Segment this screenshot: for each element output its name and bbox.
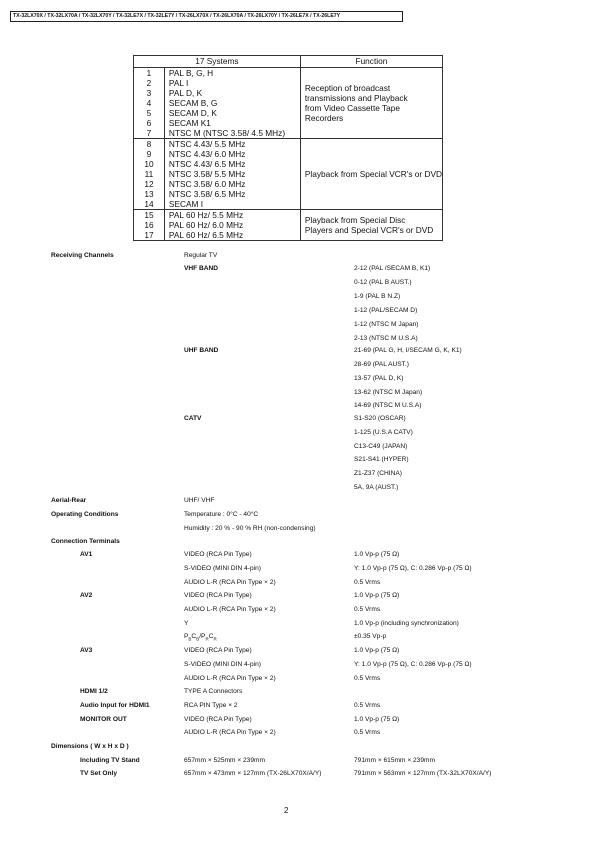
terminal-item: S-VIDEO (MINI DIN 4-pin)	[184, 565, 261, 572]
connection-terminals-label: Connection Terminals	[51, 538, 120, 545]
system-name: NTSC 4.43/ 6.0 MHz	[168, 149, 246, 159]
monitor-out-label: MONITOR OUT	[80, 716, 127, 723]
model-header: TX-32LX70X / TX-32LX70A / TX-32LX70Y / TX-32LE7X / TX-32LE7Y / TX-26LX70X / TX-26LX70A / TX-26LX70Y / TX-26LE7X / TX-26LE7Y	[10, 11, 403, 22]
system-name: SECAM D, K	[168, 108, 217, 118]
vhf-channel: 2-13 (NTSC M U.S.A)	[354, 335, 418, 342]
system-number: 10	[144, 159, 154, 169]
terminal-item: AUDIO L-R (RCA Pin Type × 2)	[184, 729, 276, 736]
system-name: NTSC 4.43/ 6.5 MHz	[168, 159, 246, 169]
system-name: SECAM B, G	[168, 98, 218, 108]
system-number: 8	[146, 139, 152, 149]
system-name: NTSC 3.58/ 6.5 MHz	[168, 189, 246, 199]
catv-channel: C13-C49 (JAPAN)	[354, 443, 408, 450]
function-description	[300, 210, 442, 241]
dimension-value: 791mm × 615mm × 239mm	[354, 757, 435, 764]
system-names	[164, 68, 300, 139]
terminal-value: 0.5 Vrms	[354, 729, 381, 736]
aerial-rear-value: UHF/ VHF	[184, 497, 215, 504]
systems-column-header: 17 Systems	[134, 56, 301, 68]
system-names	[164, 139, 300, 210]
function-line: Playback from Special Disc	[304, 215, 406, 225]
terminal-item: VIDEO (RCA Pin Type)	[184, 551, 252, 558]
system-name: PAL 60 Hz/ 6.5 MHz	[168, 230, 244, 240]
terminal-item: RCA PIN Type × 2	[184, 702, 238, 709]
system-name: NTSC 4.43/ 5.5 MHz	[168, 139, 246, 149]
catv-channel: 5A, 9A (AUST.)	[354, 484, 399, 491]
function-description	[300, 68, 442, 139]
system-name: PAL 60 Hz/ 6.0 MHz	[168, 220, 244, 230]
terminal-value: ±0.35 Vp-p	[354, 633, 387, 640]
dimension-value: 657mm × 525mm × 239mm	[184, 757, 265, 764]
terminal-item: AUDIO L-R (RCA Pin Type × 2)	[184, 675, 276, 682]
av3-label: AV3	[80, 647, 93, 654]
system-number: 3	[146, 88, 152, 98]
aerial-rear-label: Aerial-Rear	[51, 497, 87, 504]
terminal-item: VIDEO (RCA Pin Type)	[184, 592, 252, 599]
system-names	[164, 210, 300, 241]
terminal-value: 1.0 Vp-p (75 Ω)	[354, 551, 400, 558]
uhf-channel: 28-69 (PAL AUST.)	[354, 361, 409, 368]
function-line: Playback from Special VCR's or DVD	[304, 169, 442, 179]
system-name: PAL D, K	[168, 88, 203, 98]
terminal-item: AUDIO L-R (RCA Pin Type × 2)	[184, 606, 276, 613]
terminal-value: 0.5 Vrms	[354, 579, 381, 586]
system-number: 15	[144, 210, 154, 220]
system-number: 14	[144, 199, 154, 209]
vhf-channel: 1-12 (PAL/SECAM D)	[354, 307, 418, 314]
table-row	[134, 68, 443, 139]
system-name: PAL 60 Hz/ 5.5 MHz	[168, 210, 244, 220]
catv-channel: 1-125 (U.S.A CATV)	[354, 429, 413, 436]
terminal-value: 0.5 Vrms	[354, 702, 381, 709]
system-number: 11	[144, 169, 154, 179]
uhf-channel: 21-69 (PAL G, H, I/SECAM G, K, K1)	[354, 347, 462, 354]
terminal-value: 1.0 Vp-p (75 Ω)	[354, 647, 400, 654]
terminal-item: Y	[184, 620, 189, 627]
uhf-band-label: UHF BAND	[184, 347, 219, 354]
terminal-value: 1.0 Vp-p (including synchronization)	[354, 620, 459, 627]
system-name: PAL B, G, H	[168, 68, 214, 78]
system-number: 4	[146, 98, 152, 108]
av2-label: AV2	[80, 592, 93, 599]
system-number: 13	[144, 189, 154, 199]
dimension-value: 791mm × 563mm × 127mm (TX-32LX70X/A/Y)	[354, 770, 492, 777]
uhf-channel: 13-57 (PAL D, K)	[354, 375, 404, 382]
system-number: 5	[146, 108, 152, 118]
system-number: 6	[146, 118, 152, 128]
av1-label: AV1	[80, 551, 93, 558]
system-name: NTSC 3.58/ 5.5 MHz	[168, 169, 246, 179]
terminal-item: S-VIDEO (MINI DIN 4-pin)	[184, 661, 261, 668]
catv-channel: S1-S20 (OSCAR)	[354, 415, 406, 422]
function-line: Players and Special VCR's or DVD	[304, 225, 434, 235]
system-numbers	[134, 68, 165, 139]
terminal-item: AUDIO L-R (RCA Pin Type × 2)	[184, 579, 276, 586]
system-name: NTSC M (NTSC 3.58/ 4.5 MHz)	[168, 128, 286, 138]
system-number: 2	[146, 78, 152, 88]
system-number: 7	[146, 128, 152, 138]
terminal-value: Y: 1.0 Vp-p (75 Ω), C: 0.286 Vp-p (75 Ω)	[354, 565, 472, 572]
uhf-channel: 14-69 (NTSC M U.S.A)	[354, 402, 422, 409]
system-number: 9	[146, 149, 152, 159]
terminal-item: TYPE A Connectors	[184, 688, 243, 695]
dimension-value: 657mm × 473mm × 127mm (TX-26LX70X/A/Y)	[184, 770, 322, 777]
systems-table	[133, 55, 443, 241]
vhf-channel: 0-12 (PAL B AUST.)	[354, 279, 412, 286]
function-line: Reception of broadcast	[304, 83, 391, 93]
including-stand-label: Including TV Stand	[80, 757, 140, 764]
function-column-header: Function	[300, 56, 442, 68]
uhf-channel: 13-62 (NTSC M Japan)	[354, 389, 423, 396]
regular-tv-label: Regular TV	[184, 252, 218, 259]
vhf-band-label: VHF BAND	[184, 265, 219, 272]
pbcb-prcr-item: $P_BC_B/P_RC_R$	[184, 633, 217, 642]
system-numbers	[134, 210, 165, 241]
catv-channel: Z1-Z37 (CHINA)	[354, 470, 402, 477]
terminal-value: 1.0 Vp-p (75 Ω)	[354, 592, 400, 599]
vhf-channel: 2-12 (PAL /SECAM B, K1)	[354, 265, 431, 272]
function-line: transmissions and Playback	[304, 93, 408, 103]
system-name: SECAM K1	[168, 118, 211, 128]
terminal-item: VIDEO (RCA Pin Type)	[184, 647, 252, 654]
table-row	[134, 139, 443, 210]
terminal-item: VIDEO (RCA Pin Type)	[184, 716, 252, 723]
terminal-value: 1.0 Vp-p (75 Ω)	[354, 716, 400, 723]
receiving-channels-label: Receiving Channels	[51, 252, 114, 259]
function-description	[300, 139, 442, 210]
catv-label: CATV	[184, 415, 202, 422]
system-name: PAL I	[168, 78, 189, 88]
operating-conditions-label: Operating Conditions	[51, 511, 119, 518]
terminal-value: 0.5 Vrms	[354, 675, 381, 682]
terminal-value: 0.5 Vrms	[354, 606, 381, 613]
terminal-value: Y: 1.0 Vp-p (75 Ω), C: 0.286 Vp-p (75 Ω)	[354, 661, 472, 668]
humidity-value: Humidity : 20 % - 90 % RH (non-condensing)	[184, 525, 316, 532]
catv-channel: S21-S41 (HYPER)	[354, 456, 409, 463]
vhf-channel: 1-12 (NTSC M Japan)	[354, 321, 419, 328]
vhf-channel: 1-9 (PAL B N.Z)	[354, 293, 401, 300]
function-line: Recorders	[304, 113, 344, 123]
system-name: NTSC 3.58/ 6.0 MHz	[168, 179, 246, 189]
table-row	[134, 210, 443, 241]
system-number: 16	[144, 220, 154, 230]
dimensions-label: Dimensions ( W x H x D )	[51, 743, 129, 750]
system-numbers	[134, 139, 165, 210]
audio-hdmi-label: Audio Input for HDMI1	[80, 702, 150, 709]
system-number: 17	[144, 230, 154, 240]
hdmi-label: HDMI 1/2	[80, 688, 108, 695]
system-number: 1	[146, 68, 152, 78]
tv-set-only-label: TV Set Only	[80, 770, 118, 777]
system-number: 12	[144, 179, 154, 189]
temperature-value: Temperature : 0°C - 40°C	[184, 511, 259, 518]
page-number: 2	[284, 806, 289, 815]
system-name: SECAM I	[168, 199, 204, 209]
function-line: from Video Cassette Tape	[304, 103, 401, 113]
